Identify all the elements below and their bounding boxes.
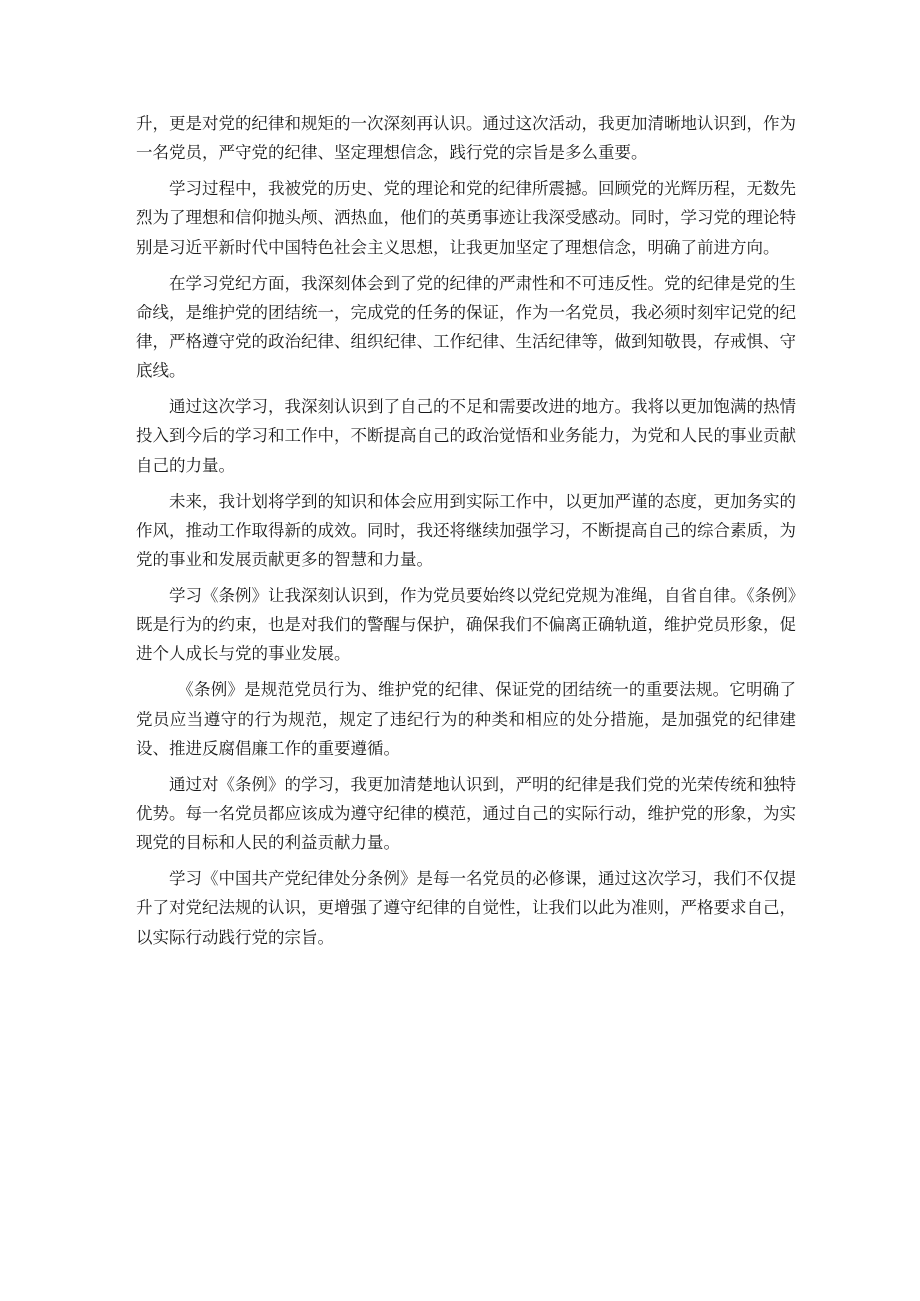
paragraph-8: 通过对《条例》的学习，我更加清楚地认识到，严明的纪律是我们党的光荣传统和独特优势。每一名党员都应该成为遵守纪律的模范，通过自己的实际行动，维护党的形象，为实现党的目标和人民的利益贡献力量。 [136,774,796,853]
paragraph-3: 在学习党纪方面，我深刻体会到了党的纪律的严肃性和不可违反性。党的纪律是党的生命线，是维护党的团结统一，完成党的任务的保证，作为一名党员，我必须时刻牢记党的纪律，严格遵守党的政治纪律、组织纪律、工作纪律、生活纪律等，做到知敬畏，存戒惧、守底线。 [136,273,796,381]
paragraph-7: 《条例》是规范党员行为、维护党的纪律、保证党的团结统一的重要法规。它明确了党员应当遵守的行为规范，规定了违纪行为的种类和相应的处分措施，是加强党的纪律建设、推进反腐倡廉工作的重要遵循。 [136,680,796,758]
paragraph-6: 学习《条例》让我深刻认识到，作为党员要始终以党纪党规为准绳，自省自律。《条例》既是行为的约束，也是对我们的警醒与保护，确保我们不偏离正确轨道，维护党员形象，促进个人成长与党的事业发展。 [136,586,796,664]
paragraph-1: 升，更是对党的纪律和规矩的一次深刻再认识。通过这次活动，我更加清晰地认识到，作为一名党员，严守党的纪律、坚定理想信念，践行党的宗旨是多么重要。 [136,114,796,163]
document-body [136,109,796,959]
paragraph-2: 学习过程中，我被党的历史、党的理论和党的纪律所震撼。回顾党的光辉历程，无数先烈为了理想和信仰抛头颅、洒热血，他们的英勇事迹让我深受感动。同时，学习党的理论特别是习近平新时代中国特色社会主义思想，让我更加坚定了理想信念，明确了前进方向。 [136,179,796,257]
paragraph-4: 通过这次学习，我深刻认识到了自己的不足和需要改进的地方。我将以更加饱满的热情投入到今后的学习和工作中，不断提高自己的政治觉悟和业务能力，为党和人民的事业贡献自己的力量。 [136,397,796,475]
paragraph-9: 学习《中国共产党纪律处分条例》是每一名党员的必修课，通过这次学习，我们不仅提升了对党纪法规的认识，更增强了遵守纪律的自觉性，让我们以此为准则，严格要求自己，以实际行动践行党的宗旨。 [136,869,796,947]
paragraph-5: 未来，我计划将学到的知识和体会应用到实际工作中，以更加严谨的态度，更加务实的作风，推动工作取得新的成效。同时，我还将继续加强学习，不断提高自己的综合素质，为党的事业和发展贡献更多的智慧和力量。 [136,491,796,570]
